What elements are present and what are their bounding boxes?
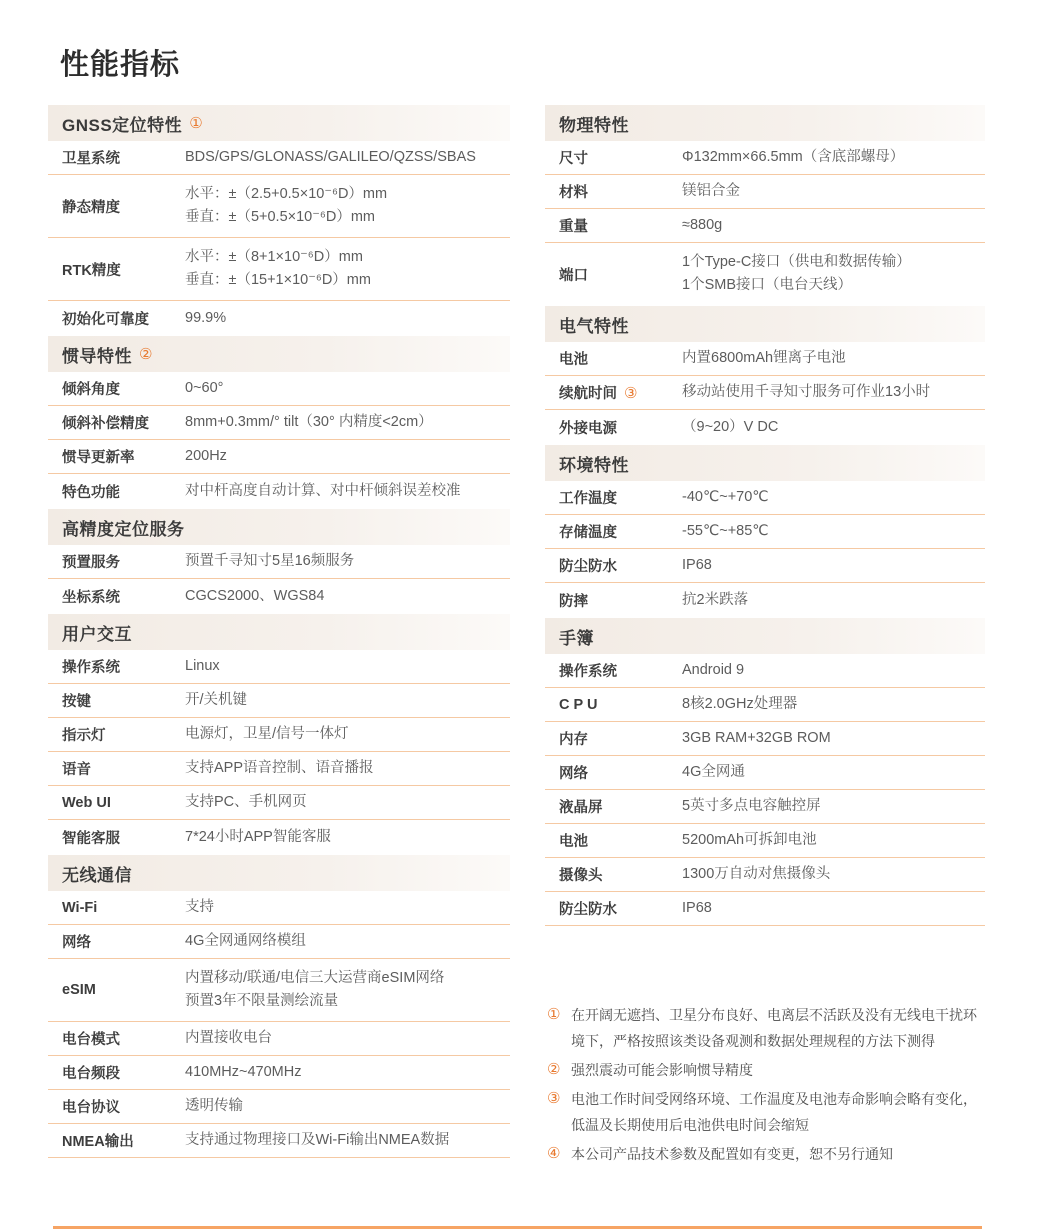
spec-section xyxy=(48,509,510,613)
spec-label xyxy=(559,555,682,576)
spec-label-text: 存储温度 xyxy=(559,525,617,541)
spec-value xyxy=(682,795,821,818)
section-title: 用户交互 xyxy=(62,624,132,644)
spec-row xyxy=(48,175,510,238)
spec-label xyxy=(62,931,185,952)
spec-row xyxy=(545,376,985,410)
spec-label-text: 语音 xyxy=(62,762,91,778)
spec-label-text: Web UI xyxy=(62,794,111,811)
spec-row xyxy=(545,549,985,583)
spec-label xyxy=(559,660,682,681)
spec-label xyxy=(559,830,682,851)
spec-row xyxy=(48,238,510,301)
spec-label xyxy=(62,724,185,745)
spec-label xyxy=(559,898,682,919)
spec-value xyxy=(185,1061,301,1084)
spec-label-text: RTK精度 xyxy=(62,262,121,279)
spec-row xyxy=(48,372,510,406)
spec-label xyxy=(62,1062,185,1083)
spec-label-text: 材料 xyxy=(559,185,588,201)
footnote xyxy=(547,1141,985,1167)
spec-row xyxy=(48,959,510,1022)
spec-label-text: 防摔 xyxy=(559,593,588,610)
spec-value-line: 99.9% xyxy=(185,309,227,326)
section-header xyxy=(545,306,985,342)
spec-section xyxy=(545,105,985,305)
spec-label-text: 防尘防水 xyxy=(559,559,617,575)
spec-label xyxy=(559,264,682,285)
spec-label-text: 智能客服 xyxy=(62,830,120,847)
spec-value xyxy=(185,655,220,678)
spec-label xyxy=(62,412,185,433)
spec-section xyxy=(545,306,985,444)
page-title: 性能指标 xyxy=(60,49,181,81)
spec-value xyxy=(682,554,712,577)
section-title: 电气特性 xyxy=(559,316,629,336)
spec-value-line: 3GB RAM+32GB ROM xyxy=(682,730,831,746)
spec-label xyxy=(62,1028,185,1049)
spec-value-line: 5英寸多点电容触控屏 xyxy=(682,798,821,814)
section-title: 无线通信 xyxy=(62,865,132,885)
spec-value xyxy=(185,411,433,434)
spec-row xyxy=(48,718,510,752)
spec-value xyxy=(682,897,712,920)
spec-value-line: 7*24小时APP智能客服 xyxy=(185,828,331,845)
spec-row xyxy=(545,209,985,243)
spec-label-text: 倾斜角度 xyxy=(62,382,120,398)
spec-value-line: 水平：±（8+1×10⁻⁶D）mm xyxy=(185,249,363,265)
spec-label xyxy=(62,690,185,711)
spec-value-line: Android 9 xyxy=(682,662,745,678)
spec-label xyxy=(559,864,682,885)
spec-row xyxy=(48,786,510,820)
spec-value-line: 0~60° xyxy=(185,380,224,396)
spec-value-line: 1个SMB接口（电台天线） xyxy=(682,277,852,293)
spec-value-line: 水平：±（2.5+0.5×10⁻⁶D）mm xyxy=(185,186,388,202)
spec-label xyxy=(62,827,185,848)
footnote-text: 电池工作时间受网络环境、工作温度及电池寿命影响会略有变化，低温及长期使用后电池供电时间会缩短 xyxy=(571,1091,977,1133)
section-header xyxy=(48,336,510,372)
section-header xyxy=(48,855,510,891)
footnote-text: 本公司产品技术参数及配置如有变更，恕不另行通知 xyxy=(571,1146,893,1162)
spec-value xyxy=(682,180,740,203)
spec-label xyxy=(559,348,682,369)
footnote xyxy=(547,1086,985,1138)
spec-value-line: -40℃~+70℃ xyxy=(682,489,769,505)
spec-value xyxy=(185,689,247,712)
spec-value xyxy=(682,381,930,404)
spec-label-text: 预置服务 xyxy=(62,555,120,571)
spec-value-line: 预置千寻知寸5星16频服务 xyxy=(185,553,355,569)
spec-label xyxy=(559,762,682,783)
spec-value-line: 垂直：±（15+1×10⁻⁶D）mm xyxy=(185,272,371,288)
footnote-marker: ① xyxy=(189,115,203,132)
spec-row xyxy=(48,440,510,474)
spec-row xyxy=(48,545,510,579)
spec-label xyxy=(62,656,185,677)
footnote-marker: ④ xyxy=(547,1145,561,1162)
spec-value xyxy=(185,377,223,400)
spec-label xyxy=(62,481,185,502)
spec-label-text: 电台模式 xyxy=(62,1032,120,1048)
spec-value xyxy=(185,1095,243,1118)
spec-label-text: 按键 xyxy=(62,694,91,710)
spec-label xyxy=(62,378,185,399)
spec-value-line: 支持PC、手机网页 xyxy=(185,794,307,810)
spec-label-text: 续航时间 xyxy=(559,386,617,402)
spec-label xyxy=(62,758,185,779)
spec-value xyxy=(682,761,745,784)
spec-value-line: 1个Type-C接口（供电和数据传输） xyxy=(682,254,911,270)
section-title: 物理特性 xyxy=(559,115,629,135)
spec-row xyxy=(545,722,985,756)
spec-value-line: 1300万自动对焦摄像头 xyxy=(682,866,831,882)
spec-label xyxy=(559,590,682,611)
spec-row xyxy=(545,410,985,444)
footnote-marker: ② xyxy=(547,1061,561,1078)
spec-label-text: 初始化可靠度 xyxy=(62,311,149,328)
spec-label xyxy=(559,215,682,236)
section-header xyxy=(48,509,510,545)
spec-row xyxy=(48,925,510,959)
page-bottom-divider xyxy=(53,1226,982,1229)
spec-label-text: 特色功能 xyxy=(62,484,120,501)
spec-row xyxy=(48,141,510,175)
spec-value xyxy=(682,863,830,886)
spec-value-line: 垂直：±（5+0.5×10⁻⁶D）mm xyxy=(185,209,375,225)
section-title: 惯导特性 xyxy=(62,346,132,366)
spec-label-text: 惯导更新率 xyxy=(62,450,135,466)
spec-label-text: 卫星系统 xyxy=(62,151,120,167)
spec-label-text: 内存 xyxy=(559,732,588,748)
spec-row xyxy=(48,752,510,786)
footnote-text: 强烈震动可能会影响惯导精度 xyxy=(571,1062,753,1078)
section-header xyxy=(48,105,510,141)
spec-value-line: （9~20）V DC xyxy=(682,418,779,435)
spec-value-line: IP68 xyxy=(682,557,712,573)
left-column xyxy=(48,104,510,1170)
spec-value-line: 透明传输 xyxy=(185,1098,243,1114)
spec-row xyxy=(48,684,510,718)
spec-value-line: 预置3年不限量测绘流量 xyxy=(185,993,339,1009)
spec-row xyxy=(545,790,985,824)
spec-label-text: 电台协议 xyxy=(62,1100,120,1116)
spec-value xyxy=(185,550,354,573)
spec-label-text: 静态精度 xyxy=(62,199,120,216)
spec-value xyxy=(682,727,831,750)
spec-label-text: 指示灯 xyxy=(62,728,106,744)
spec-row xyxy=(545,342,985,376)
spec-row xyxy=(48,301,510,335)
spec-label-text: eSIM xyxy=(62,982,96,998)
spec-label xyxy=(62,196,185,217)
spec-value xyxy=(185,1027,272,1050)
spec-row xyxy=(48,406,510,440)
spec-value xyxy=(185,179,387,233)
spec-value-line: 移动站使用千寻知寸服务可作业13小时 xyxy=(682,384,931,400)
spec-label-text: 网络 xyxy=(559,766,588,782)
spec-value xyxy=(185,791,307,814)
spec-value xyxy=(185,146,476,169)
footnote xyxy=(547,1002,985,1054)
spec-label xyxy=(559,147,682,168)
spec-value-line: CGCS2000、WGS84 xyxy=(185,587,325,604)
right-column xyxy=(545,104,985,1170)
spec-value xyxy=(185,723,349,746)
spec-label-text: 操作系统 xyxy=(62,660,120,676)
spec-label-text: 倾斜补偿精度 xyxy=(62,416,149,432)
spec-row xyxy=(48,579,510,613)
spec-label xyxy=(62,551,185,572)
spec-label-text: 外接电源 xyxy=(559,420,617,437)
spec-row xyxy=(545,858,985,892)
spec-label xyxy=(62,147,185,168)
spec-value-line: 电源灯，卫星/信号一体灯 xyxy=(185,726,349,742)
spec-section xyxy=(545,618,985,926)
spec-value-line: ≈880g xyxy=(682,217,723,233)
section-title: 环境特性 xyxy=(559,455,629,475)
spec-label-text: 尺寸 xyxy=(559,151,588,167)
spec-row xyxy=(48,1022,510,1056)
spec-value-line: 200Hz xyxy=(185,448,227,464)
spec-value-line: 内置接收电台 xyxy=(185,1030,272,1046)
spec-row xyxy=(545,583,985,617)
spec-label-text: C P U xyxy=(559,696,598,713)
spec-label-text: 坐标系统 xyxy=(62,589,120,606)
spec-value xyxy=(682,214,722,237)
spec-value xyxy=(185,963,444,1017)
spec-section xyxy=(48,614,510,854)
section-title: GNSS定位特性 xyxy=(62,115,183,135)
spec-label-text: 摄像头 xyxy=(559,868,603,884)
spec-row xyxy=(545,243,985,305)
spec-value xyxy=(185,1129,449,1152)
spec-label-text: 网络 xyxy=(62,935,91,951)
footnote xyxy=(547,1057,985,1083)
spec-value xyxy=(682,659,744,682)
spec-label xyxy=(62,982,185,998)
footnote-marker: ① xyxy=(547,1006,561,1023)
spec-value xyxy=(185,445,227,468)
spec-value xyxy=(185,585,324,608)
spec-label xyxy=(62,1130,185,1151)
spec-value-line: -55℃~+85℃ xyxy=(682,523,769,539)
spec-row xyxy=(48,1056,510,1090)
spec-row xyxy=(48,474,510,508)
spec-value xyxy=(682,247,911,301)
spec-value-line: IP68 xyxy=(682,900,712,916)
spec-label xyxy=(62,259,185,280)
spec-label-text: 端口 xyxy=(559,267,588,284)
spec-label xyxy=(559,728,682,749)
spec-label xyxy=(559,487,682,508)
spec-row xyxy=(545,756,985,790)
spec-label xyxy=(62,446,185,467)
spec-value-line: 内置6800mAh锂离子电池 xyxy=(682,350,846,366)
spec-value-line: 支持通过物理接口及Wi-Fi输出NMEA数据 xyxy=(185,1132,450,1148)
right-column-tables xyxy=(545,105,985,926)
spec-value xyxy=(682,829,817,852)
spec-label xyxy=(559,382,682,403)
spec-label-text: 工作温度 xyxy=(559,491,617,507)
spec-value xyxy=(185,307,226,330)
spec-row xyxy=(545,688,985,722)
spec-label-text: 电池 xyxy=(559,352,588,368)
spec-label-text: 防尘防水 xyxy=(559,902,617,918)
spec-value xyxy=(682,146,904,169)
spec-value-line: 对中杆高度自动计算、对中杆倾斜误差校准 xyxy=(185,482,461,499)
spec-row xyxy=(48,650,510,684)
spec-row xyxy=(545,515,985,549)
section-header xyxy=(48,614,510,650)
spec-value-line: 抗2米跌落 xyxy=(682,591,749,608)
spec-section xyxy=(545,445,985,617)
spec-value xyxy=(682,589,748,612)
spec-row xyxy=(48,1090,510,1124)
spec-value xyxy=(185,826,331,849)
spec-label xyxy=(559,417,682,438)
footnote-marker: ③ xyxy=(624,385,638,402)
spec-value-line: 内置移动/联通/电信三大运营商eSIM网络 xyxy=(185,970,445,986)
spec-value xyxy=(185,480,461,503)
spec-label xyxy=(62,900,185,916)
spec-label-text: NMEA输出 xyxy=(62,1134,134,1150)
spec-value xyxy=(682,693,797,716)
spec-label xyxy=(559,521,682,542)
spec-label-text: 电台频段 xyxy=(62,1066,120,1082)
spec-value-line: BDS/GPS/GLONASS/GALILEO/QZSS/SBAS xyxy=(185,149,476,165)
spec-label xyxy=(62,586,185,607)
spec-label xyxy=(62,795,185,811)
spec-value-line: Linux xyxy=(185,658,220,674)
spec-row xyxy=(545,481,985,515)
spec-value xyxy=(185,242,371,296)
spec-row xyxy=(545,824,985,858)
spec-row xyxy=(48,891,510,925)
spec-value-line: Φ132mm×66.5mm（含底部螺母） xyxy=(682,149,905,165)
footnotes-block xyxy=(545,1002,985,1167)
spec-value-line: 开/关机键 xyxy=(185,692,248,708)
spec-row xyxy=(48,820,510,854)
spec-row xyxy=(545,175,985,209)
spec-value-line: 4G全网通网络模组 xyxy=(185,933,306,949)
footnote-text: 在开阔无遮挡、卫星分布良好、电离层不活跃及没有无线电干扰环境下，严格按照该类设备观测和数据处理规程的方法下测得 xyxy=(571,1007,977,1049)
spec-section xyxy=(48,855,510,1158)
footnote-marker: ③ xyxy=(547,1090,561,1107)
section-header xyxy=(545,445,985,481)
spec-value xyxy=(185,896,214,919)
spec-label xyxy=(559,796,682,817)
spec-label-text: 重量 xyxy=(559,219,588,235)
spec-value xyxy=(682,347,846,370)
spec-label-text: 液晶屏 xyxy=(559,800,603,816)
spec-value xyxy=(682,416,778,439)
spec-value xyxy=(185,757,374,780)
spec-value-line: 4G全网通 xyxy=(682,764,745,780)
spec-value xyxy=(682,520,769,543)
spec-label xyxy=(62,308,185,329)
spec-row xyxy=(545,892,985,926)
spec-row xyxy=(545,654,985,688)
spec-value-line: 8mm+0.3mm/° tilt（30° 内精度<2cm） xyxy=(185,414,433,430)
spec-value-line: 5200mAh可拆卸电池 xyxy=(682,832,817,848)
footnote-marker: ② xyxy=(139,346,153,363)
spec-label xyxy=(62,1096,185,1117)
spec-section xyxy=(48,105,510,335)
spec-row xyxy=(48,1124,510,1158)
section-header xyxy=(545,105,985,141)
spec-value xyxy=(185,930,306,953)
spec-value-line: 支持 xyxy=(185,899,214,915)
spec-label xyxy=(559,181,682,202)
spec-label-text: 操作系统 xyxy=(559,664,617,680)
spec-row xyxy=(545,141,985,175)
spec-label xyxy=(559,697,682,713)
spec-label-text: 电池 xyxy=(559,834,588,850)
section-title: 高精度定位服务 xyxy=(62,519,185,539)
spec-value-line: 镁铝合金 xyxy=(682,183,740,199)
spec-section xyxy=(48,336,510,508)
spec-columns xyxy=(0,83,1039,1170)
spec-value-line: 410MHz~470MHz xyxy=(185,1064,302,1080)
spec-value-line: 支持APP语音控制、语音播报 xyxy=(185,760,374,776)
section-title: 手簿 xyxy=(559,628,594,648)
spec-value-line: 8核2.0GHz处理器 xyxy=(682,696,798,712)
spec-value xyxy=(682,486,769,509)
section-header xyxy=(545,618,985,654)
spec-label-text: Wi-Fi xyxy=(62,899,98,916)
